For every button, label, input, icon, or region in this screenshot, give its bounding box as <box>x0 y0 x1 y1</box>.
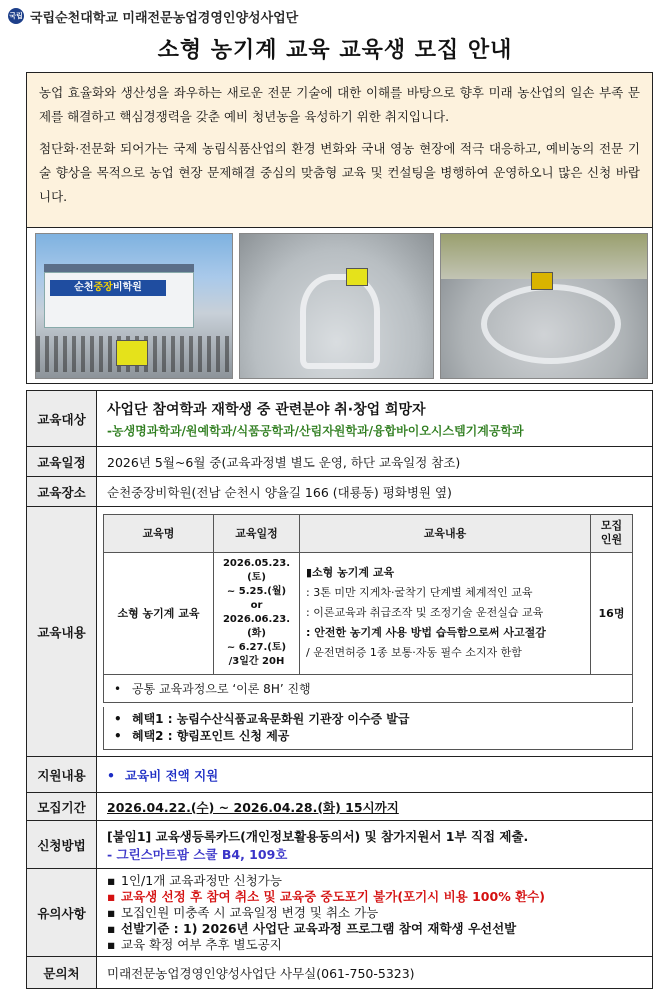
row-apply <box>27 821 653 869</box>
schedule-label: 교육일정 <box>27 447 97 477</box>
target-main: 사업단 참여학과 재학생 중 관련분야 취·창업 희망자 <box>107 401 426 418</box>
place-label: 교육장소 <box>27 477 97 507</box>
course-content <box>300 552 591 674</box>
page-title: 소형 농기계 교육 교육생 모집 안내 <box>157 38 513 63</box>
benefit-2: • 혜택2 : 향림포인트 신청 제공 <box>114 728 632 745</box>
header-dates: 교육일정 <box>214 514 300 552</box>
note-item: ▪ 1인/1개 교육과정만 신청가능 <box>107 873 642 889</box>
training-yard-photo <box>239 233 434 379</box>
notes-label: 유의사항 <box>27 869 97 957</box>
target-cell <box>97 391 653 447</box>
course-content-line: / 운전면허증 1종 보통·자동 필수 소지자 한함 <box>306 646 522 659</box>
course-count: 16명 <box>591 552 633 674</box>
apply-label: 신청방법 <box>27 821 97 869</box>
row-schedule <box>27 447 653 477</box>
practice-track <box>481 284 621 364</box>
support-value: • 교육비 전액 지원 <box>107 766 642 784</box>
university-logo-icon: 국립 <box>8 8 24 24</box>
row-contact <box>27 957 653 989</box>
schedule-value: 2026년 5월~6월 중(교육과정별 별도 운영, 하단 교육일정 참조) <box>97 447 653 477</box>
photo-strip <box>26 228 653 384</box>
apply-value: [붙임1] 교육생등록카드(개인정보활용동의서) 및 참가지원서 1부 직접 제출. <box>107 828 529 844</box>
benefit-1: • 혜택1 : 농림수산식품교육문화원 기관장 이수증 발급 <box>114 711 632 728</box>
apply-location: - 그린스마트팜 스쿨 B4, 109호 <box>107 846 288 862</box>
row-place <box>27 477 653 507</box>
forklift-icon <box>116 340 148 366</box>
intro-box <box>26 72 653 228</box>
forklift-icon <box>346 268 368 286</box>
course-content-line: : 3톤 미만 지게차·굴착기 단계별 체계적인 교육 <box>306 586 533 599</box>
academy-sign: 순천중장비학원 <box>50 280 166 296</box>
contact-label: 문의처 <box>27 957 97 989</box>
course-content-title: ▮소형 농기계 교육 <box>306 566 395 579</box>
intro-paragraph-2: 첨단화·전문화 되어가는 국제 농림식품산업의 환경 변화와 국내 영농 현장에 적극 대응하고, 예비농의 전문 기술 향상을 목적으로 농업 현장 문제해결 중심의 맞춤형 교육 및 컨설팅을 병행하여 운영하오니 많은 신청 바랍니다. <box>39 141 640 204</box>
row-target <box>27 391 653 447</box>
course-table <box>103 514 633 675</box>
header-name: 교육명 <box>104 514 214 552</box>
course-name: 소형 농기계 교육 <box>104 552 214 674</box>
row-notes <box>27 869 653 957</box>
course-content-line: : 안전한 농기계 사용 방법 습득함으로써 사고절감 <box>306 626 546 639</box>
period-value: 2026.04.22.(수) ~ 2026.04.28.(화) 15시까지 <box>97 793 653 821</box>
practice-track <box>300 274 380 369</box>
support-label: 지원내용 <box>27 757 97 793</box>
note-item: ▪ 교육 확정 여부 추후 별도공지 <box>107 937 642 953</box>
course-dates: 2026.05.23.(토) ~ 5.25.(월) or 2026.06.23.(화) ~ 6.27.(토) /3일간 20H <box>214 552 300 674</box>
period-label: 모집기간 <box>27 793 97 821</box>
common-course-text: • 공통 교육과정으로 ‘이론 8H’ 진행 <box>114 675 632 703</box>
row-support <box>27 757 653 793</box>
org-header <box>8 7 298 25</box>
org-name: 국립순천대학교 미래전문농업경영인양성사업단 <box>30 10 299 26</box>
common-course-box <box>103 675 633 703</box>
row-content <box>27 507 653 757</box>
place-value: 순천중장비학원(전남 순천시 양율길 166 (대룡동) 평화병원 옆) <box>97 477 653 507</box>
target-departments: -농생명과학과/원예학과/식품공학과/산림자원학과/융합바이오시스템기계공학과 <box>107 423 524 438</box>
excavator-icon <box>531 272 553 290</box>
note-item: ▪ 선발기준 : 1) 2026년 사업단 교육과정 프로그램 참여 재학생 우선선발 <box>107 921 642 937</box>
row-period <box>27 793 653 821</box>
info-table <box>26 390 653 989</box>
content-label: 교육내용 <box>27 507 97 757</box>
support-cell <box>97 757 653 793</box>
intro-paragraph-1: 농업 효율화와 생산성을 좌우하는 새로운 전문 기술에 대한 이해를 바탕으로 향후 미래 농산업의 일손 부족 문제를 해결하고 핵심경쟁력을 갖춘 예비 청년농을 육성하기 위한 취지입니다. <box>39 85 640 124</box>
course-content-line: : 이론교육과 취급조작 및 조정기술 운전실습 교육 <box>306 606 544 619</box>
note-item-warning: ▪ 교육생 선정 후 참여 취소 및 교육중 중도포기 불가(포기시 비용 100% 환수) <box>107 889 642 905</box>
header-count: 모집 인원 <box>591 514 633 552</box>
academy-building-photo <box>35 233 233 379</box>
excavator-yard-photo <box>440 233 648 379</box>
notes-cell <box>97 869 653 957</box>
apply-cell <box>97 821 653 869</box>
benefits-box <box>103 707 633 750</box>
target-label: 교육대상 <box>27 391 97 447</box>
header-content: 교육내용 <box>300 514 591 552</box>
note-item: ▪ 모집인원 미충족 시 교육일정 변경 및 취소 가능 <box>107 905 642 921</box>
contact-value: 미래전문농업경영인양성사업단 사무실(061-750-5323) <box>97 957 653 989</box>
content-cell <box>97 507 653 757</box>
